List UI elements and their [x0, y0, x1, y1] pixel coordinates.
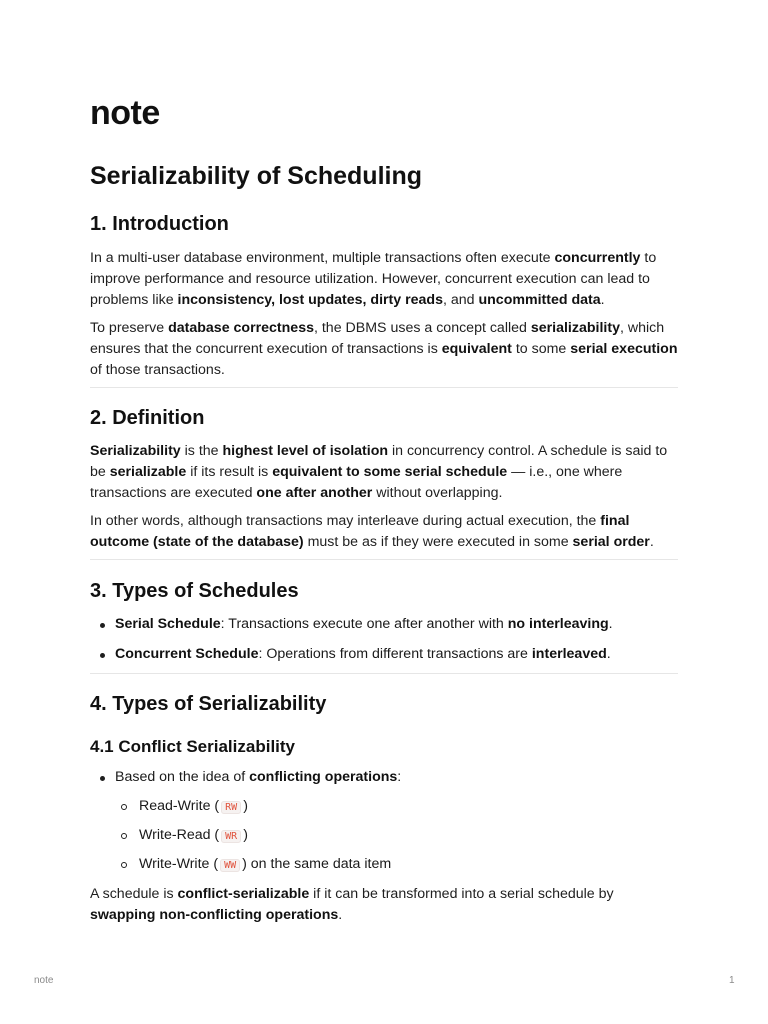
footer-document-name: note: [34, 975, 54, 986]
definition-paragraph-1: Serializability is the highest level of isolation in concurrency control. A schedule is said to be serializable if its result is equivalent to some serial schedule — i.e., one where transactions are executed one after another without overlapping.: [90, 443, 668, 501]
sub-bullet-ring: [121, 833, 127, 839]
sub-bullet-ring: [121, 804, 127, 810]
subsection-heading-conflict-serializability: 4.1 Conflict Serializability: [90, 737, 296, 756]
inline-code: WR: [221, 830, 241, 843]
bullet-dot: [100, 653, 105, 658]
definition-paragraph-2: In other words, although transactions may interleave during actual execution, the final outcome (state of the database) must be as if they were executed in some serial order.: [90, 513, 654, 550]
sub-list-item: Write-Write ( WW ) on the same data item: [139, 856, 392, 872]
list-item: Concurrent Schedule: Operations from different transactions are interleaved.: [115, 646, 611, 662]
list-item: Based on the idea of conflicting operations:: [115, 769, 402, 785]
list-item: Serial Schedule: Transactions execute one after another with no interleaving.: [115, 616, 613, 632]
footer-page-number: 1: [729, 975, 735, 986]
inline-code: WW: [220, 859, 240, 872]
section-divider: [90, 559, 678, 560]
section-divider: [90, 387, 678, 388]
sub-list-item: Write-Read ( WR ): [139, 827, 248, 843]
sub-list-item: Read-Write ( RW ): [139, 798, 248, 814]
sub-bullet-ring: [121, 862, 127, 868]
intro-paragraph-2: To preserve database correctness, the DBMS uses a concept called serializability, which ensures that the concurrent execution of transactions is equivalent to some serial execution of those transactions.: [90, 320, 678, 378]
section-heading-definition: 2. Definition: [90, 407, 205, 429]
inline-code: RW: [221, 801, 241, 814]
section-divider: [90, 673, 678, 674]
conflict-serializable-paragraph: A schedule is conflict-serializable if it can be transformed into a serial schedule by swapping non-conflicting operations.: [90, 886, 614, 923]
bullet-dot: [100, 623, 105, 628]
bullet-dot: [100, 776, 105, 781]
document-title: note: [90, 94, 160, 132]
section-heading-types-of-serializability: 4. Types of Serializability: [90, 693, 327, 715]
section-heading-introduction: 1. Introduction: [90, 213, 229, 235]
section-heading-types-of-schedules: 3. Types of Schedules: [90, 580, 299, 602]
page-title: Serializability of Scheduling: [90, 162, 423, 190]
intro-paragraph-1: In a multi-user database environment, multiple transactions often execute concurrently to improve performance and resource utilization. However, concurrent execution can lead to problems like inconsistency, lost updates, dirty reads, and uncommitted data.: [90, 250, 657, 308]
